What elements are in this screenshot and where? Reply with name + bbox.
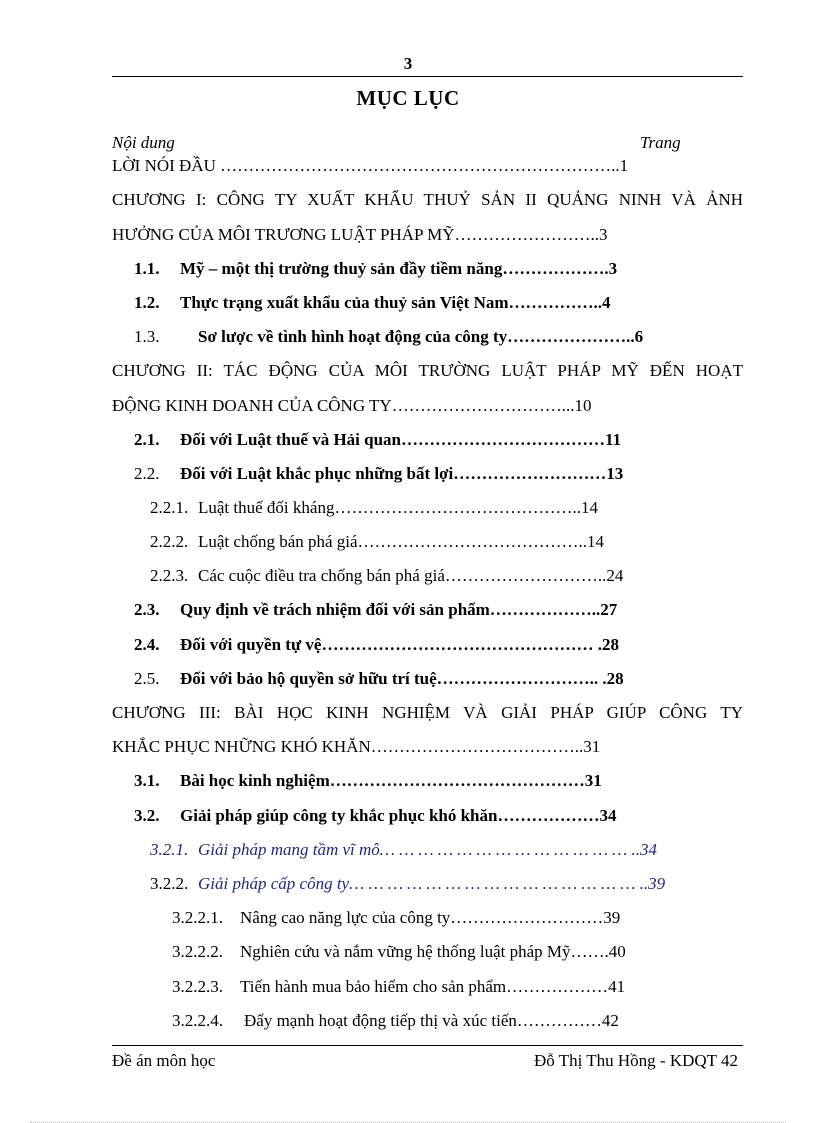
toc-entry-number: 2.1. xyxy=(134,430,160,449)
page-number: 3 xyxy=(403,54,413,73)
toc-entry-number: 2.4. xyxy=(134,635,160,654)
toc-entry-number: 1.3. xyxy=(134,327,160,346)
toc-entry-text: Quy định về trách nhiệm đối với sản phẩm………………..27 xyxy=(180,600,618,619)
toc-entry-number: 3.2.2.4. xyxy=(172,1011,223,1030)
page-column-header: Trang xyxy=(640,133,681,152)
toc-entry-number: 3.2. xyxy=(134,806,160,825)
toc-chapter-3-line1: CHƯƠNG III: BÀI HỌC KINH NGHIỆM VÀ GIẢI PHÁP GIÚP CÔNG TY xyxy=(112,703,743,722)
toc-entry-text: Nâng cao năng lực của công ty………………………39 xyxy=(240,908,621,927)
toc-entry-text: Mỹ – một thị trường thuỷ sản đầy tiềm năng……………….3 xyxy=(180,259,618,278)
toc-entry-text: Bài học kinh nghiệm………………………………………31 xyxy=(180,771,602,790)
toc-chapter-2-line2: ĐỘNG KINH DOANH CỦA CÔNG TY…………………………...10 xyxy=(112,396,592,415)
toc-entry-number: 3.2.2.3. xyxy=(172,977,223,996)
toc-entry-text: Thực trạng xuất khẩu của thuỷ sản Việt Nam……………..4 xyxy=(180,293,611,312)
toc-entry-text: Tiến hành mua bảo hiểm cho sản phẩm………………41 xyxy=(240,977,626,996)
toc-entry-text: Đối với bảo hộ quyền sở hữu trí tuệ……………………….. .28 xyxy=(180,669,624,688)
toc-entry-number: 3.2.2. xyxy=(150,874,189,893)
toc-entry-number: 2.2.3. xyxy=(150,566,189,585)
toc-entry-text: Giải pháp giúp công ty khắc phục khó khăn………………34 xyxy=(180,806,617,825)
toc-entry-text: Các cuộc điều tra chống bán phá giá………………………..24 xyxy=(198,566,624,585)
toc-entry-text: Nghiên cứu và nắm vững hệ thống luật pháp Mỹ…….40 xyxy=(240,942,626,961)
toc-entry-text: Đối với quyền tự vệ………………………………………… .28 xyxy=(180,635,619,654)
toc-entry-number: 2.3. xyxy=(134,600,160,619)
toc-entry-text: Luật chống bán phá giá…………………………………..14 xyxy=(198,532,605,551)
toc-entry-number: 3.2.1. xyxy=(150,840,189,859)
toc-chapter-1-line2: HƯỞNG CỦA MÔI TRƯƠNG LUẬT PHÁP MỸ……………………..3 xyxy=(112,225,608,244)
page-title: MỤC LỤC xyxy=(356,86,460,110)
toc-entry-number: 3.2.2.2. xyxy=(172,942,223,961)
toc-chapter-2-line1: CHƯƠNG II: TÁC ĐỘNG CỦA MÔI TRƯỜNG LUẬT PHÁP MỸ ĐẾN HOẠT xyxy=(112,361,743,380)
toc-entry-number: 1.2. xyxy=(134,293,160,312)
toc-chapter-3-line2: KHẮC PHỤC NHỮNG KHÓ KHĂN………………………………..31 xyxy=(112,737,601,756)
toc-entry-text: Đẩy mạnh hoạt động tiếp thị và xúc tiến……………42 xyxy=(244,1011,619,1030)
toc-entry-text: Đối với Luật thuế và Hải quan………………………………11 xyxy=(180,430,622,449)
toc-entry-text: Đối với Luật khắc phục những bất lợi………………………13 xyxy=(180,464,624,483)
toc-entry-number: 2.5. xyxy=(134,669,160,688)
toc-entry-number: 1.1. xyxy=(134,259,160,278)
toc-entry-number: 2.2.1. xyxy=(150,498,189,517)
header-rule xyxy=(112,76,743,77)
toc-entry-text: Giải pháp mang tầm vĩ mô… … … … … … … … … … … … … ..34 xyxy=(198,840,658,859)
toc-entry-text: LỜI NÓI ĐẦU ……………………………………………………………..1 xyxy=(112,156,629,175)
footer-course: Đề án môn học xyxy=(112,1051,216,1070)
toc-entry-text: Luật thuế đối kháng……………………………………..14 xyxy=(198,498,598,517)
toc-chapter-1-line1: CHƯƠNG I: CÔNG TY XUẤT KHẨU THUỶ SẢN II QUẢNG NINH VÀ ẢNH xyxy=(112,190,743,209)
toc-entry-number: 2.2. xyxy=(134,464,160,483)
toc-entry-text: Sơ lược về tình hình hoạt động của công ty…………………..6 xyxy=(198,327,644,346)
toc-entry-text: Giải pháp cấp công ty… … … … … … … … … … … … … … … ..39 xyxy=(198,874,666,893)
toc-entry-number: 3.2.2.1. xyxy=(172,908,223,927)
toc-entry-number: 3.1. xyxy=(134,771,160,790)
content-column-header: Nội dung xyxy=(112,133,175,152)
footer-author: Đỗ Thị Thu Hồng - KDQT 42 xyxy=(534,1051,738,1070)
footer-rule xyxy=(112,1045,743,1046)
toc-entry-number: 2.2.2. xyxy=(150,532,189,551)
toc-entry-intro xyxy=(112,156,628,176)
